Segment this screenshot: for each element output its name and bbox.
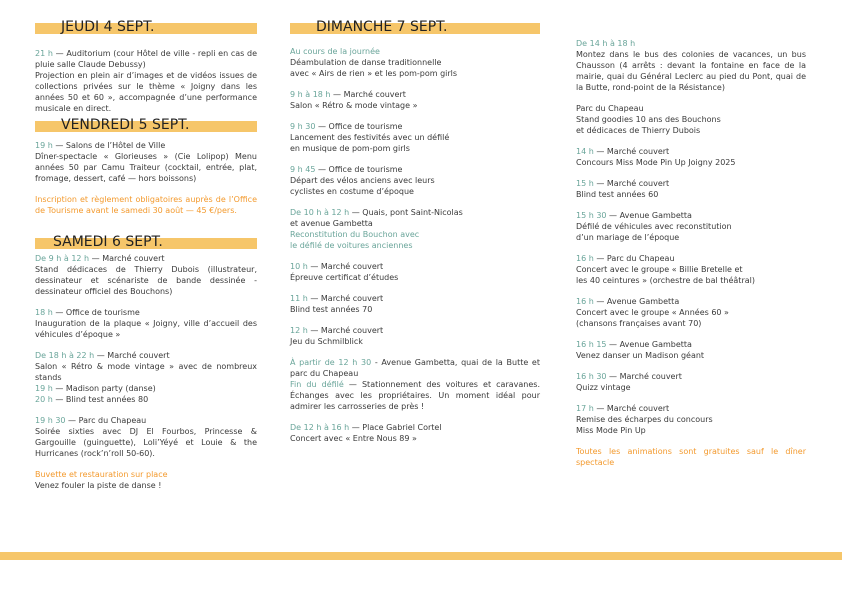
event — [290, 422, 540, 444]
event-desc: Dîner-spectacle « Glorieuses » (Cie Lolipop) Menu années 50 par Camu Traiteur (cocktail, entrée, plat, fromage, dessert, café — hors boissons) — [35, 152, 257, 183]
event-time: À partir de 12 h 30 — [290, 358, 372, 367]
event — [290, 121, 540, 154]
event-desc: cyclistes en costume d’époque — [290, 187, 414, 196]
day-title: JEUDI 4 SEPT. — [61, 19, 155, 35]
event-time: 15 h — [576, 179, 594, 188]
day-title: SAMEDI 6 SEPT. — [53, 234, 163, 250]
event-time: 19 h 30 — [35, 416, 66, 425]
event — [35, 469, 257, 491]
day-header-vendredi — [35, 116, 257, 140]
event-place: - Avenue Gambetta, quai de la Butte et parc du Chapeau — [290, 358, 540, 378]
event-desc: Projection en plein air d’images et de vidéos issues de collections privées sur le thème « Joigny dans les années 50 et 60 », accompagnée d’une performance musicale en direct. — [35, 71, 257, 113]
event-place: — Avenue Gambetta — [606, 211, 692, 220]
event-desc: Blind test années 60 — [576, 190, 659, 199]
event-desc: Épreuve certificat d’études — [290, 273, 399, 282]
event-desc: Stand goodies 10 ans des Bouchons — [576, 115, 721, 124]
event — [576, 210, 806, 243]
event-desc: avec « Airs de rien » et les pom-pom girls — [290, 69, 458, 78]
day-title: DIMANCHE 7 SEPT. — [316, 19, 448, 35]
event-desc: Concert avec « Entre Nous 89 » — [290, 434, 417, 443]
event-time: 21 h — [35, 49, 53, 58]
event-desc: Concert avec le groupe « Années 60 » — [576, 308, 729, 317]
event-time: 9 h 45 — [290, 165, 316, 174]
event-place: — Marché couvert — [593, 404, 670, 413]
event-desc: Salon « Rétro & mode vintage » — [290, 101, 418, 110]
event — [576, 178, 806, 200]
event-place: — Marché couvert — [593, 179, 670, 188]
event-desc: d’un mariage de l’époque — [576, 233, 680, 242]
event-time: 10 h — [290, 262, 308, 271]
event — [576, 38, 806, 93]
event-place: — Salons de l’Hôtel de Ville — [52, 141, 166, 150]
day-header-dimanche — [290, 18, 540, 42]
event-place: — Office de tourisme — [315, 122, 403, 131]
event-desc: Blind test années 70 — [290, 305, 373, 314]
registration-notice: Inscription et règlement obligatoires auprès de l’Office de Tourisme avant le samedi 30 août — 45 €/pers. — [35, 195, 257, 215]
event-time: Au cours de la journée — [290, 47, 380, 56]
event-time: 14 h — [576, 147, 594, 156]
event-time: De 14 h à 18 h — [576, 39, 636, 48]
event-time: 11 h — [290, 294, 308, 303]
event-desc: Quizz vintage — [576, 383, 631, 392]
event-time: 9 h 30 — [290, 122, 316, 131]
event-desc: Venez danser un Madison géant — [576, 351, 705, 360]
event — [290, 261, 540, 283]
event-place: — Marché couvert — [307, 326, 384, 335]
event-desc: les 40 ceintures » (orchestre de bal théâtral) — [576, 276, 755, 285]
event-desc: en musique de pom-pom girls — [290, 144, 410, 153]
event-time: 15 h 30 — [576, 211, 607, 220]
event-desc: Lancement des festivités avec un défilé — [290, 133, 450, 142]
event-time: 18 h — [35, 308, 53, 317]
event-desc: Jeu du Schmilblick — [290, 337, 363, 346]
event-place: — Office de tourisme — [52, 308, 140, 317]
event-place: Parc du Chapeau — [576, 104, 644, 113]
event-place: — Avenue Gambetta — [593, 297, 680, 306]
event-time: 17 h — [576, 404, 594, 413]
event-place: — Quais, pont Saint-Nicolas — [349, 208, 463, 217]
event-desc: Soirée sixties avec DJ El Fourbos, Princesse & Gargouille (guinguette), Loli’Yéyé et Louie & the Hurricanes (rock’n’roll 50-60). — [35, 427, 257, 458]
event-time: De 18 h à 22 h — [35, 351, 95, 360]
event-place: — Avenue Gambetta — [606, 340, 692, 349]
event — [35, 415, 257, 459]
event — [576, 103, 806, 136]
event — [576, 403, 806, 436]
event-place: — Auditorium (cour Hôtel de ville - repli en cas de pluie salle Claude Debussy) — [35, 49, 258, 69]
event-time: De 10 h à 12 h — [290, 208, 350, 217]
event-place: — Marché couvert — [307, 262, 384, 271]
event-time: Fin du défilé — [290, 380, 344, 389]
event-place: — Marché couvert — [606, 372, 682, 381]
event-place: — Marché couvert — [89, 254, 165, 263]
event-place: — Marché couvert — [330, 90, 406, 99]
event-desc: Salon « Rétro & mode vintage » avec de nombreux stands — [35, 362, 257, 382]
event — [35, 253, 257, 297]
event-desc: Départ des vélos anciens avec leurs — [290, 176, 435, 185]
event-place: — Parc du Chapeau — [593, 254, 675, 263]
event — [35, 140, 257, 184]
event — [290, 89, 540, 111]
event-place: — Place Gabriel Cortel — [349, 423, 442, 432]
day-title: VENDREDI 5 SEPT. — [61, 117, 190, 133]
event-place: — Marché couvert — [94, 351, 170, 360]
event — [35, 48, 257, 114]
event-desc: Reconstitution du Bouchon avec — [290, 230, 420, 239]
event — [576, 296, 806, 329]
event-desc: Montez dans le bus des colonies de vacances, un bus Chausson (4 arrêts : devant la fontaine en face de la mairie, quai du Général Leclerc au pied du Pont, quai de la Butte, rond-point de la Résistance) — [576, 50, 806, 92]
event-desc: — Blind test années 80 — [52, 395, 149, 404]
free-entry-notice: Toutes les animations sont gratuites sauf le dîner spectacle — [576, 447, 806, 467]
event — [576, 253, 806, 286]
column-sunday-morning — [290, 18, 540, 454]
event — [290, 164, 540, 197]
event-place: et avenue Gambetta — [290, 219, 373, 228]
event-desc: Miss Mode Pin Up — [576, 426, 646, 435]
event-desc: et dédicaces de Thierry Dubois — [576, 126, 701, 135]
event-time: De 12 h à 16 h — [290, 423, 350, 432]
event-time: 9 h à 18 h — [290, 90, 331, 99]
column-sunday-afternoon — [576, 38, 806, 468]
event-desc: — Stationnement des voitures et caravanes. Échanges avec les propriétaires. Un moment idéal pour admirer les carrosseries de près ! — [290, 380, 540, 411]
event-desc: Déambulation de danse traditionnelle — [290, 58, 442, 67]
event — [35, 350, 257, 405]
event-time: 16 h — [576, 254, 594, 263]
event-time: 16 h — [576, 297, 594, 306]
event — [290, 46, 540, 79]
event-place: — Office de tourisme — [315, 165, 403, 174]
event-desc: (chansons françaises avant 70) — [576, 319, 702, 328]
event — [290, 293, 540, 315]
event-place: — Marché couvert — [307, 294, 384, 303]
day-header-samedi — [35, 233, 257, 257]
event-time: 19 h — [35, 141, 53, 150]
bottom-divider — [0, 552, 842, 560]
day-header-jeudi — [35, 18, 257, 42]
event-notice: Buvette et restauration sur place — [35, 470, 168, 479]
event-desc: Concours Miss Mode Pin Up Joigny 2025 — [576, 158, 736, 167]
event — [576, 371, 806, 393]
event — [576, 339, 806, 361]
event-desc: Stand dédicaces de Thierry Dubois (illustrateur, dessinateur et scénariste de bande dessinée - dessinateur officiel des Bouchons) — [35, 265, 257, 296]
event-time: 16 h 15 — [576, 340, 607, 349]
event-time: 12 h — [290, 326, 308, 335]
column-thursday-saturday — [35, 18, 257, 501]
event-time: 19 h — [35, 384, 53, 393]
event-desc: Remise des écharpes du concours — [576, 415, 713, 424]
event-time: 20 h — [35, 395, 53, 404]
event-desc: Défilé de véhicules avec reconstitution — [576, 222, 732, 231]
event-time: De 9 h à 12 h — [35, 254, 90, 263]
event-desc: le défilé de voitures anciennes — [290, 241, 413, 250]
event-desc: Venez fouler la piste de danse ! — [35, 481, 162, 490]
event — [290, 207, 540, 251]
event-time: 16 h 30 — [576, 372, 607, 381]
event — [576, 146, 806, 168]
event-desc: — Madison party (danse) — [52, 384, 156, 393]
event-place: — Marché couvert — [593, 147, 670, 156]
event — [290, 325, 540, 347]
event-desc: Concert avec le groupe « Billie Bretelle et — [576, 265, 743, 274]
event — [290, 357, 540, 412]
event-desc: Inauguration de la plaque « Joigny, ville d’accueil des véhicules d’époque » — [35, 319, 257, 339]
event-place: — Parc du Chapeau — [65, 416, 147, 425]
event — [35, 307, 257, 340]
